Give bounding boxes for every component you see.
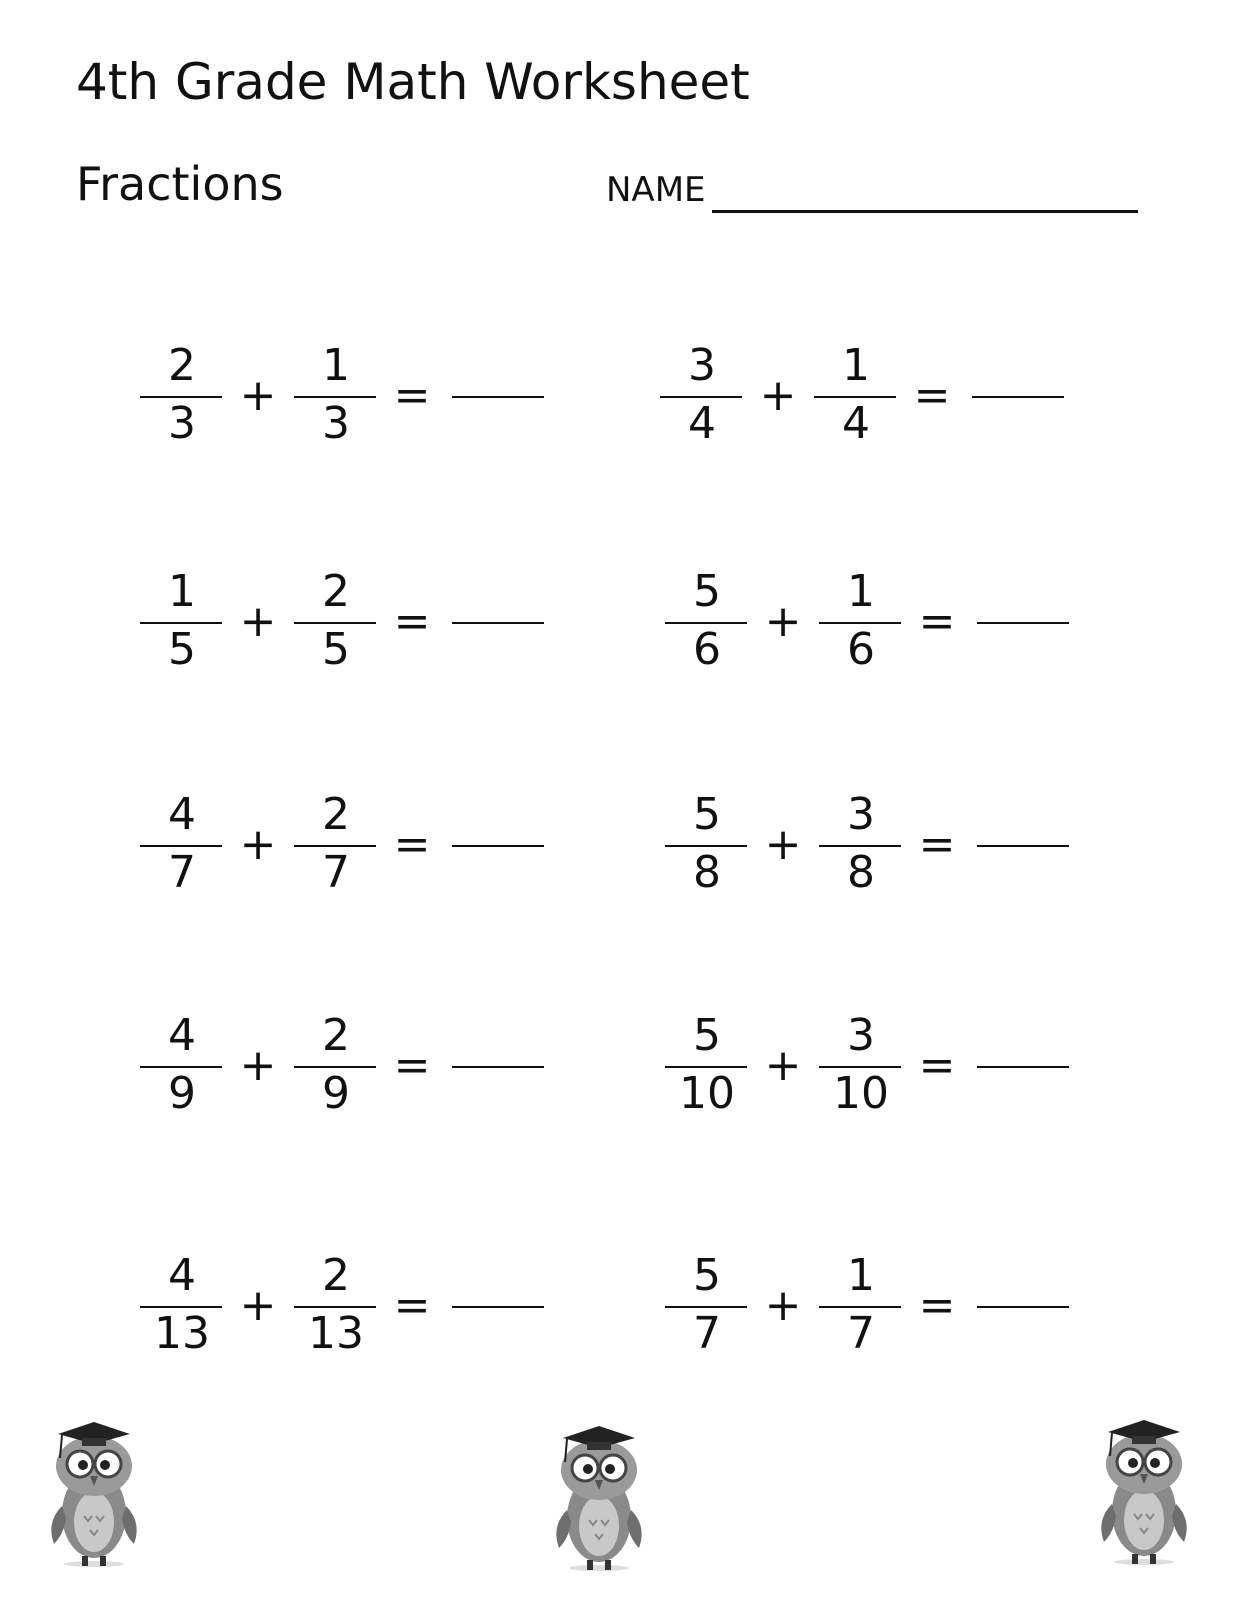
fraction-second <box>294 560 378 690</box>
name-label: NAME <box>606 170 706 210</box>
fraction-first <box>665 1004 749 1134</box>
problem-2 <box>660 334 1080 464</box>
numerator: 5 <box>693 566 721 617</box>
answer-line[interactable] <box>452 845 544 847</box>
answer-line[interactable] <box>977 1306 1069 1308</box>
fraction-second <box>819 783 903 913</box>
answer-line[interactable] <box>977 845 1069 847</box>
numerator: 5 <box>693 1250 721 1301</box>
numerator: 2 <box>168 340 196 391</box>
denominator: 7 <box>168 847 196 898</box>
fraction-second <box>294 334 378 464</box>
equals-sign: = <box>918 819 956 870</box>
denominator: 7 <box>693 1308 721 1359</box>
fraction-first <box>140 560 224 690</box>
fraction-first <box>140 1004 224 1134</box>
fraction-first <box>660 334 744 464</box>
answer-line[interactable] <box>452 622 544 624</box>
numerator: 4 <box>168 1250 196 1301</box>
fraction-second <box>819 560 903 690</box>
numerator: 2 <box>322 1010 350 1061</box>
plus-sign: + <box>764 1280 802 1331</box>
numerator: 5 <box>693 789 721 840</box>
answer-line[interactable] <box>977 1066 1069 1068</box>
denominator: 6 <box>847 624 875 675</box>
fraction-first <box>140 783 224 913</box>
equals-sign: = <box>918 1280 956 1331</box>
plus-sign: + <box>239 370 277 421</box>
denominator: 13 <box>308 1308 364 1359</box>
fraction-first <box>665 783 749 913</box>
denominator: 13 <box>154 1308 210 1359</box>
name-answer-line[interactable] <box>712 210 1138 213</box>
numerator: 1 <box>322 340 350 391</box>
problem-10 <box>665 1244 1085 1374</box>
denominator: 8 <box>847 847 875 898</box>
answer-line[interactable] <box>977 622 1069 624</box>
plus-sign: + <box>759 370 797 421</box>
problem-5 <box>140 783 560 913</box>
plus-sign: + <box>764 819 802 870</box>
numerator: 5 <box>693 1010 721 1061</box>
equals-sign: = <box>393 819 431 870</box>
denominator: 6 <box>693 624 721 675</box>
fraction-first <box>665 560 749 690</box>
plus-sign: + <box>764 596 802 647</box>
numerator: 1 <box>168 566 196 617</box>
numerator: 3 <box>688 340 716 391</box>
denominator: 7 <box>322 847 350 898</box>
numerator: 3 <box>847 1010 875 1061</box>
denominator: 3 <box>168 398 196 449</box>
equals-sign: = <box>918 1040 956 1091</box>
equals-sign: = <box>393 370 431 421</box>
graduate-owl-icon <box>543 1422 655 1572</box>
graduate-owl-icon <box>38 1418 150 1568</box>
numerator: 2 <box>322 566 350 617</box>
numerator: 1 <box>842 340 870 391</box>
problem-1 <box>140 334 560 464</box>
numerator: 2 <box>322 1250 350 1301</box>
denominator: 8 <box>693 847 721 898</box>
equals-sign: = <box>918 596 956 647</box>
numerator: 1 <box>847 566 875 617</box>
problem-7 <box>140 1004 560 1134</box>
denominator: 9 <box>322 1068 350 1119</box>
fraction-second <box>294 1244 378 1374</box>
answer-line[interactable] <box>972 396 1064 398</box>
numerator: 4 <box>168 789 196 840</box>
denominator: 7 <box>847 1308 875 1359</box>
fraction-second <box>819 1004 903 1134</box>
denominator: 5 <box>322 624 350 675</box>
fraction-second <box>294 783 378 913</box>
plus-sign: + <box>239 819 277 870</box>
denominator: 4 <box>842 398 870 449</box>
graduate-owl-icon <box>1088 1416 1200 1566</box>
plus-sign: + <box>239 1040 277 1091</box>
problem-6 <box>665 783 1085 913</box>
denominator: 3 <box>322 398 350 449</box>
answer-line[interactable] <box>452 1066 544 1068</box>
problem-4 <box>665 560 1085 690</box>
numerator: 4 <box>168 1010 196 1061</box>
denominator: 10 <box>679 1068 735 1119</box>
answer-line[interactable] <box>452 1306 544 1308</box>
fraction-first <box>665 1244 749 1374</box>
fraction-first <box>140 334 224 464</box>
equals-sign: = <box>393 1040 431 1091</box>
fraction-first <box>140 1244 224 1374</box>
numerator: 2 <box>322 789 350 840</box>
denominator: 9 <box>168 1068 196 1119</box>
denominator: 5 <box>168 624 196 675</box>
problem-9 <box>140 1244 560 1374</box>
fraction-second <box>819 1244 903 1374</box>
numerator: 1 <box>847 1250 875 1301</box>
equals-sign: = <box>393 1280 431 1331</box>
denominator: 10 <box>833 1068 889 1119</box>
problem-8 <box>665 1004 1085 1134</box>
fraction-second <box>814 334 898 464</box>
equals-sign: = <box>393 596 431 647</box>
equals-sign: = <box>913 370 951 421</box>
problem-3 <box>140 560 560 690</box>
plus-sign: + <box>239 596 277 647</box>
fraction-second <box>294 1004 378 1134</box>
worksheet-subtitle: Fractions <box>76 157 284 211</box>
worksheet-title: 4th Grade Math Worksheet <box>76 53 750 111</box>
plus-sign: + <box>764 1040 802 1091</box>
plus-sign: + <box>239 1280 277 1331</box>
numerator: 3 <box>847 789 875 840</box>
answer-line[interactable] <box>452 396 544 398</box>
denominator: 4 <box>688 398 716 449</box>
